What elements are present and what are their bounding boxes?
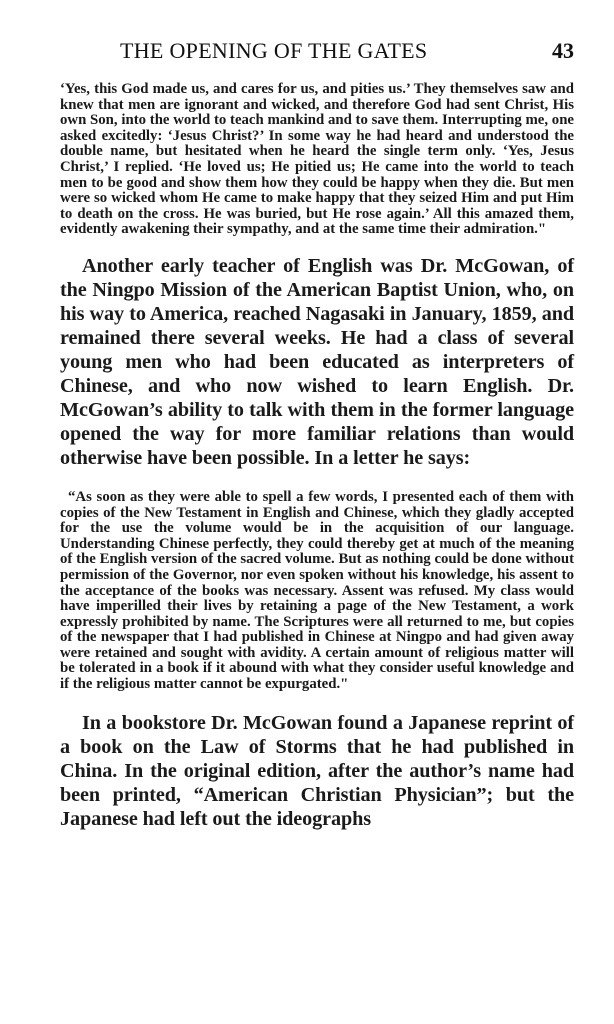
quote-block-2: “As soon as they were able to spell a few words, I presented each of them with copies of the New Testament in English and Chinese, which they gladly accepted for the use the volume would be in the acquisition of our language. Understanding Chinese perfectly, they could thereby get at much of the meaning of the English version of the sacred volume. But as nothing could be done without permission of the Governor, nor even spoken without his knowledge, his assent to the acceptance of the books was necessary. Assent was refused. My class would have imperilled their lives by retaining a page of the New Testament, a work expressly prohibited by name. The Scriptures were all returned to me, but copies of the newspaper that I had published in Chinese at Ningpo and had given away were retained and sought with avidity. A certain amount of religious matter will be tolerated in a book if it abound with what they consider useful knowledge and if the religious matter cannot be expurgated." xyxy=(60,488,574,693)
quote-block-1: ‘Yes, this God made us, and cares for us, and pities us.’ They themselves saw and knew that men are ignorant and wicked, and therefore God had sent Christ, His own Son, into the world to teach mankind and to save them. Interrupting me, one asked excitedly: ‘Jesus Christ?’ In some way he had heard and understood the double name, but hesitated when he heard the single term only. ‘Yes, Jesus Christ,’ I replied. ‘He loved us; He pitied us; He came into the world to teach men to be good and show them how they could be happy when they die. But men were so wicked whom He came to make happy that they seized Him and put Him to death on the cross. He was buried, but He rose again.’ All this amazed them, evidently awakening their sympathy, and at the same time their admiration." xyxy=(60,81,574,238)
paragraph-2: In a bookstore Dr. McGowan found a Japanese reprint of a book on the Law of Storms that he had published in China. In the original edition, after the author’s name had been printed, “American Christian Physician”; but the Japanese had left out the ideographs xyxy=(60,711,574,830)
running-head xyxy=(60,38,574,68)
paragraph-1: Another early teacher of English was Dr. McGowan, of the Ningpo Mission of the American Baptist Union, who, on his way to America, reached Nagasaki in January, 1859, and remained there several weeks. He had a class of several young men who had been educated as interpreters of Chinese, and who now wished to learn English. Dr. McGowan’s ability to talk with them in the former language opened the way for more familiar relations than would otherwise have been possible. In a letter he says: xyxy=(60,254,574,469)
running-title: THE OPENING OF THE GATES xyxy=(120,38,428,63)
page-number: 43 xyxy=(552,38,574,63)
